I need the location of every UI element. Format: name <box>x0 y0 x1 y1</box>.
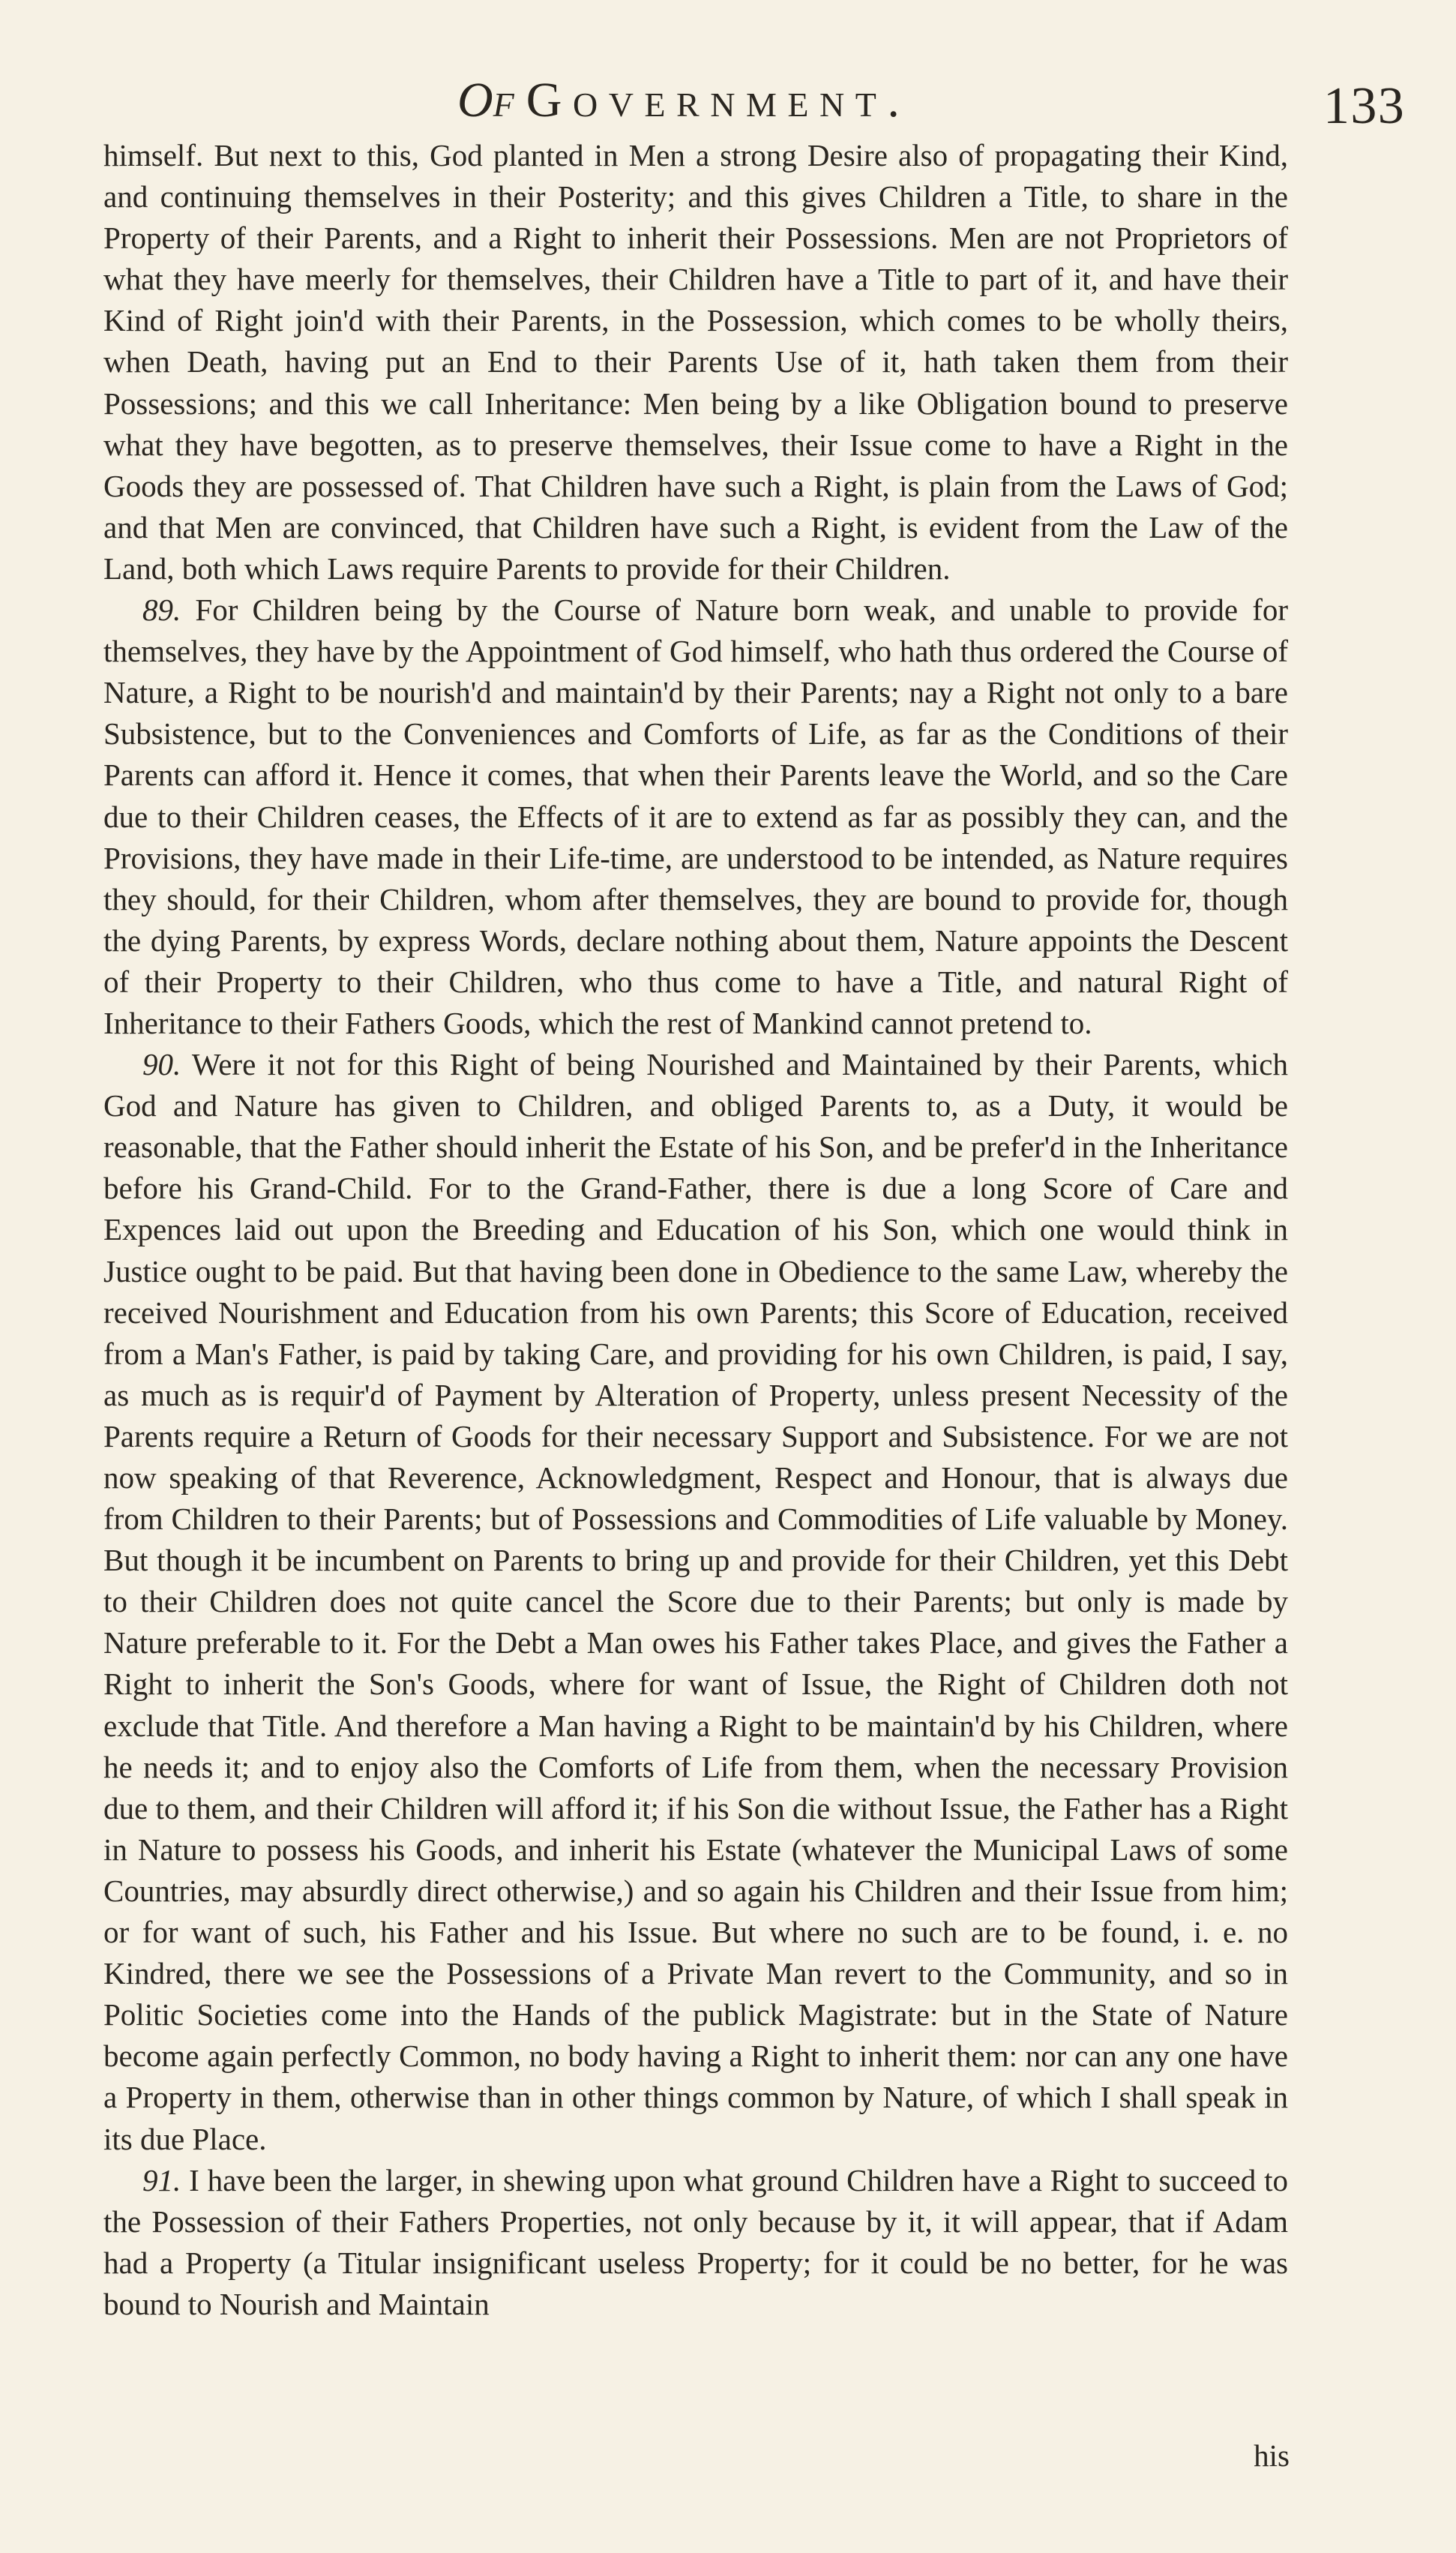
paragraph-continuation <box>103 135 1288 590</box>
paragraph-section-91 <box>103 2160 1288 2325</box>
page-header <box>0 72 1456 135</box>
paragraph-section-89 <box>103 590 1288 1044</box>
paragraph-text: For Children being by the Course of Nature born weak, and unable to provide for themselves, they have by the Appointment of God himself, who hath thus ordered the Course of Nature, a Right to be nourish'd and maintain'd by their Parents; nay a Right not only to a bare Subsistence, but to the Conveniences and Comforts of Life, as far as the Conditions of their Parents can afford it. Hence it comes, that when their Parents leave the World, and so the Care due to their Children ceases, the Effects of it are to extend as far as possibly they can, and the Provisions, they have made in their Life-time, are understood to be intended, as Nature requires they should, for their Children, whom after themselves, they are bound to provide for, though the dying Parents, by express Words, declare nothing about them, Nature appoints the Descent of their Property to their Children, who thus come to have a Title, and natural Right of Inheritance to their Fathers Goods, which the rest of Mankind cannot pretend to. <box>103 592 1288 1040</box>
paragraph-text: Were it not for this Right of being Nourished and Maintained by their Parents, which God and Nature has given to Children, and obliged Parents to, as a Duty, it would be reasonable, that the Father should inherit the Estate of his Son, and be prefer'd in the Inheritance before his Grand-Child. For to the Grand-Father, there is due a long Score of Care and Expences laid out upon the Breeding and Education of his Son, which one would think in Justice ought to be paid. But that having been done in Obedience to the same Law, whereby the received Nourishment and Education from his own Parents; this Score of Education, received from a Man's Father, is paid by taking Care, and providing for his own Children, is paid, I say, as much as is requir'd of Payment by Alteration of Property, unless present Necessity of the Parents require a Return of Goods for their necessary Support and Subsistence. For we are not now speaking of that Reverence, Acknowledgment, Respect and Honour, that is always due from Children to their Parents; but of Possessions and Commodities of Life valuable by Money. But though it be incumbent on Parents to bring up and provide for their Children, yet this Debt to their Children does not quite cancel the Score due to their Parents; but only is made by Nature preferable to it. For the Debt a Man owes his Father takes Place, and gives the Father a Right to inherit the Son's Goods, where for want of Issue, the Right of Children doth not exclude that Title. And therefore a Man having a Right to be maintain'd by his Children, where he needs it; and to enjoy also the Comforts of Life from them, when the necessary Provision due to them, and their Children will afford it; if his Son die without Issue, the Father has a Right in Nature to possess his Goods, and inherit his Estate (whatever the Municipal Laws of some Countries, may absurdly direct otherwise,) and so again his Children and their Issue from him; or for want of such, his Father and his Issue. But where no such are to be found, i. e. no Kindred, there we see the Possessions of a Private Man revert to the Community, and so in Politic Societies come into the Hands of the publick Magistrate: but in the State of Nature become again perfectly Common, no body having a Right to inherit them: nor can any one have a Property in them, otherwise than in other things common by Nature, of which I shall speak in its due Place. <box>103 1047 1288 2156</box>
paragraph-text: I have been the larger, in shewing upon what ground Children have a Right to succeed to the Possession of their Fathers Properties, not only because by it, it will appear, that if Adam had a Property (a Titular insignificant useless Property; for it could be no better, for he was bound to Nourish and Maintain <box>103 2162 1289 2321</box>
running-title-main: Government. <box>526 73 911 128</box>
paragraph-section-90 <box>103 1044 1288 2160</box>
running-title-prefix: Of <box>457 73 514 128</box>
section-number: 89. <box>142 592 181 628</box>
page-number: 133 <box>1323 77 1406 135</box>
body-text <box>103 135 1288 2325</box>
section-number: 91. <box>142 2162 181 2198</box>
catchword: his <box>1254 2438 1290 2473</box>
section-number: 90. <box>142 1047 181 1082</box>
running-title <box>457 72 910 129</box>
paragraph-text: himself. But next to this, God planted in Men a strong Desire also of propagating their Kind, and continuing themselves in their Posterity; and this gives Children a Title, to share in the Property of their Parents, and a Right to inherit their Possessions. Men are not Proprietors of what they have meerly for themselves, their Children have a Title to part of it, and have their Kind of Right join'd with their Parents, in the Possession, which comes to be wholly theirs, when Death, having put an End to their Parents Use of it, hath taken them from their Possessions; and this we call Inheritance: Men being by a like Obligation bound to preserve what they have begotten, as to preserve themselves, their Issue come to have a Right in the Goods they are possessed of. That Children have such a Right, is plain from the Laws of God; and that Men are convinced, that Children have such a Right, is evident from the Law of the Land, both which Laws require Parents to provide for their Children. <box>103 138 1288 586</box>
